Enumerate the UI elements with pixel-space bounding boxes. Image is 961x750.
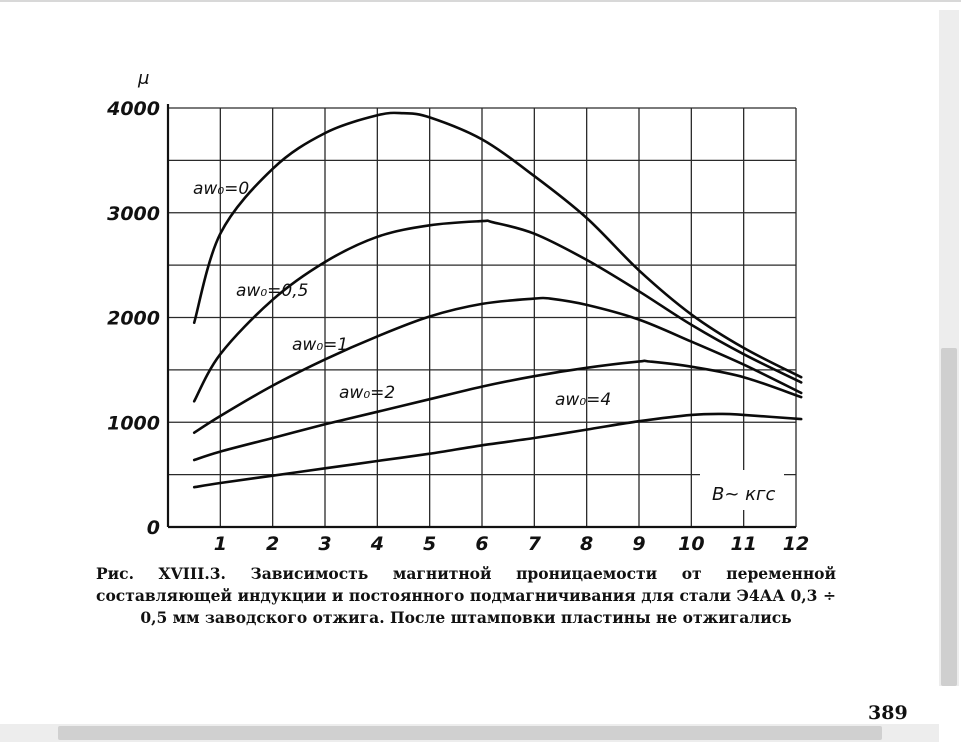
x-tick-label: 6 — [475, 533, 489, 555]
curve-labels — [193, 179, 611, 410]
x-tick-label: 10 — [678, 533, 705, 555]
y-tick-label: 3000 — [107, 202, 160, 225]
chart-grid — [168, 104, 796, 527]
curve-label-aw0-0-5: aw₀=0,5 — [236, 281, 309, 301]
x-tick-label: 7 — [527, 533, 541, 555]
figure-caption: Рис. XVIII.3. Зависимость магнитной проницаемости от переменной составляющей индукции и постоянного подмагничивания для стали Э4АА 0,3 ÷ 0,5 мм заводского отжига. После штамповки пластины не отжигались — [96, 564, 836, 627]
x-tick-label: 4 — [370, 533, 384, 555]
page-number: 389 — [868, 702, 908, 724]
x-tick-label: 11 — [730, 533, 757, 555]
x-axis-label: B~ кгс — [712, 484, 776, 505]
curve-label-aw0-4: aw₀=4 — [555, 390, 612, 410]
y-tick-label: 4000 — [107, 98, 160, 120]
curve-label-aw0-1: aw₀=1 — [292, 335, 349, 355]
x-tick-label: 12 — [782, 533, 810, 555]
curve-label-aw0-0: aw₀=0 — [193, 179, 250, 199]
y-tick-label: 0 — [146, 517, 160, 539]
curve-label-aw0-2: aw₀=2 — [339, 383, 396, 403]
y-tick-label: 2000 — [107, 307, 160, 330]
y-tick-label: 1000 — [107, 412, 160, 435]
x-tick-label: 1 — [213, 533, 227, 555]
x-tick-label: 3 — [318, 533, 332, 555]
y-axis-label: μ — [138, 68, 150, 89]
x-tick-label: 8 — [580, 533, 594, 555]
series-line-aw0-0-5 — [194, 221, 801, 402]
x-tick-label: 5 — [423, 533, 437, 555]
series-line-aw0-2 — [194, 361, 801, 460]
vertical-scrollbar-thumb[interactable] — [941, 348, 957, 686]
x-axis-label-box — [700, 470, 784, 510]
series-line-aw0-0 — [194, 113, 801, 377]
x-tick-label: 2 — [266, 533, 280, 555]
horizontal-scrollbar-thumb[interactable] — [58, 726, 882, 740]
x-tick-labels — [214, 533, 810, 555]
x-tick-label: 9 — [632, 533, 646, 555]
y-tick-labels — [106, 98, 160, 539]
